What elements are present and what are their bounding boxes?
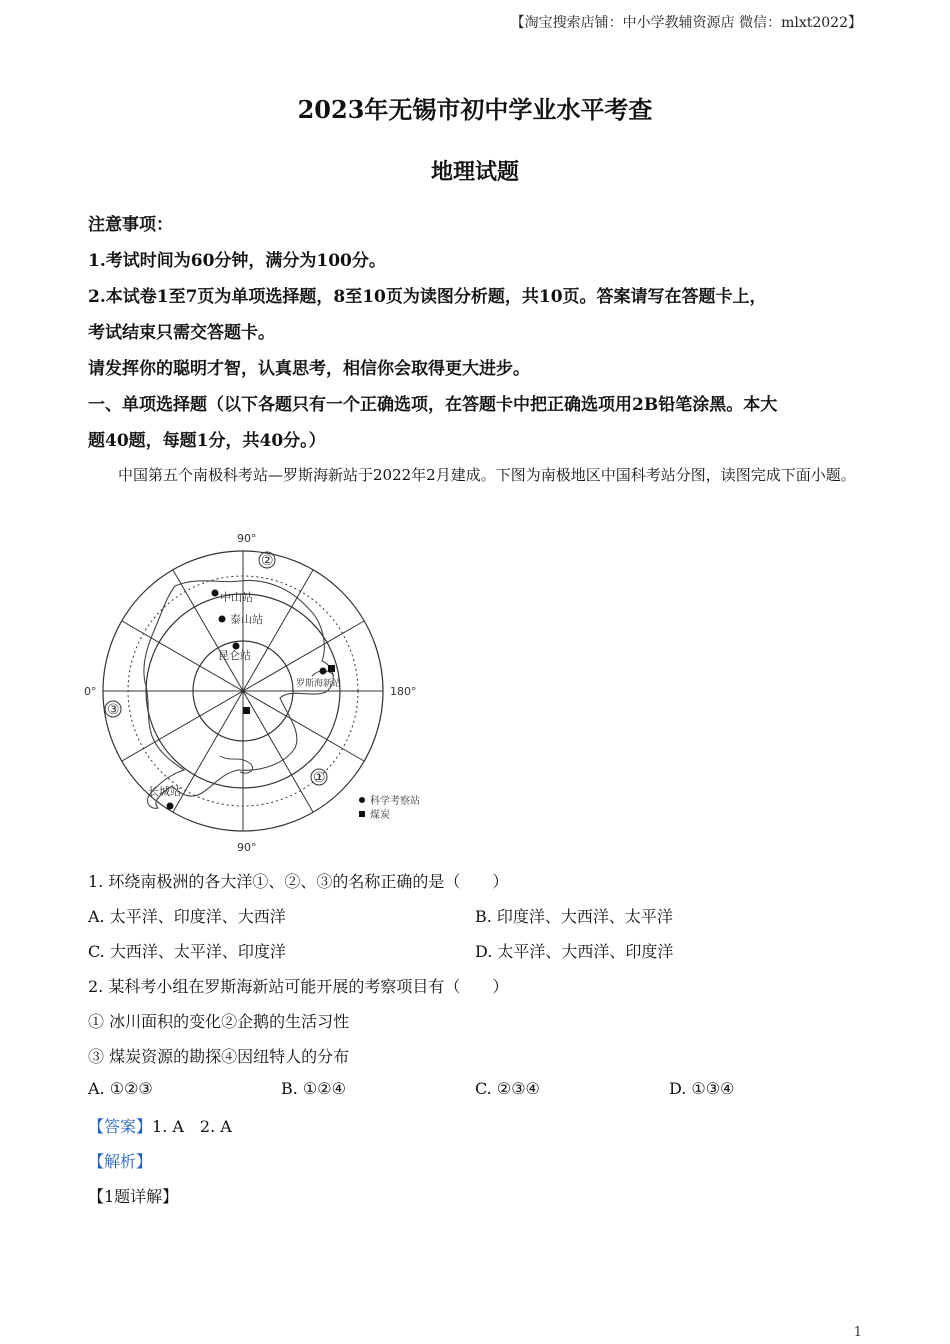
ocean-label-3: ③ <box>107 702 120 718</box>
answer-label: 【答案】 <box>88 1117 153 1136</box>
detail-heading: 【1题详解】 <box>88 1187 179 1206</box>
lon-label-left: 0° <box>84 685 97 698</box>
page-subtitle: 地理试题 <box>430 159 519 185</box>
question-2-option-b: B. ①②④ <box>281 1079 346 1098</box>
question-2-option-a: A. ①②③ <box>88 1079 153 1098</box>
question-2-option-d: D. ①③④ <box>669 1079 735 1098</box>
luosihai-station-marker <box>320 668 327 675</box>
question-1-option-d: D. 太平洋、大西洋、印度洋 <box>475 942 674 961</box>
question-1-option-b: B. 印度洋、大西洋、太平洋 <box>475 907 673 926</box>
changcheng-station-marker <box>167 803 174 810</box>
notice-item-1: 1.考试时间为60分钟，满分为100分。 <box>88 251 386 271</box>
question-intro: 中国第五个南极科考站—罗斯海新站于2022年2月建成。下图为南极地区中国科考站分图，读图完成下面小题。 <box>118 466 856 484</box>
page-number: 1 <box>853 1325 862 1340</box>
label-taishan: 泰山站 <box>230 613 263 626</box>
question-1-option-a: A. 太平洋、印度洋、大西洋 <box>88 907 286 926</box>
section-heading-line1: 一、单项选择题（以下各题只有一个正确选项，在答题卡中把正确选项用2B铅笔涂黑。本大 <box>88 395 778 415</box>
notice-encourage: 请发挥你的聪明才智，认真思考，相信你会取得更大进步。 <box>88 359 530 379</box>
page-title: 2023年无锡市初中学业水平考查 <box>297 95 653 124</box>
zhongshan-station-marker <box>212 590 219 597</box>
legend-coal-marker <box>359 811 365 817</box>
label-changcheng: 长城站 <box>148 785 181 798</box>
legend-coal-label: 煤炭 <box>370 810 390 821</box>
ocean-label-2: ② <box>261 553 274 569</box>
label-luosihai: 罗斯海新站 <box>296 679 342 689</box>
question-2-items-line1: ① 冰川面积的变化②企鹅的生活习性 <box>88 1012 350 1031</box>
notice-item-2b: 考试结束只需交答题卡。 <box>88 323 275 343</box>
lon-label-top: 90° <box>237 532 257 545</box>
question-2-items-line2: ③ 煤炭资源的勘探④因纽特人的分布 <box>88 1047 350 1066</box>
label-zhongshan: 中山站 <box>220 591 253 604</box>
lon-label-right: 180° <box>390 685 417 698</box>
label-kunlun: 昆仑站 <box>218 649 251 662</box>
question-1-option-c: C. 大西洋、太平洋、印度洋 <box>88 942 286 961</box>
antarctica-station-map <box>80 526 440 856</box>
coal-marker-central <box>243 707 250 714</box>
lon-label-bottom: 90° <box>237 841 257 854</box>
taishan-station-marker <box>219 616 226 623</box>
header-note: 【淘宝搜索店铺：中小学教辅资源店 微信：mlxt2022】 <box>510 15 862 31</box>
answer-line <box>88 1114 232 1137</box>
question-2-stem: 2. 某科考小组在罗斯海新站可能开展的考察项目有（ ） <box>88 977 509 996</box>
question-2-option-c: C. ②③④ <box>475 1079 540 1098</box>
analysis-label: 【解析】 <box>88 1152 153 1171</box>
section-heading-line2: 题40题，每题1分，共40分。） <box>88 431 326 451</box>
notice-item-2a: 2.本试卷1至7页为单项选择题，8至10页为读图分析题，共10页。答案请写在答题卡上， <box>88 287 767 307</box>
ocean-label-1: ① <box>313 770 326 786</box>
answer-text: 1. A 2. A <box>152 1117 232 1136</box>
notice-heading: 注意事项： <box>88 215 173 235</box>
legend-station-label: 科学考察站 <box>370 796 420 807</box>
coal-marker-east <box>328 665 335 672</box>
question-1-stem: 1. 环绕南极洲的各大洋①、②、③的名称正确的是（ ） <box>88 872 509 891</box>
legend-station-marker <box>359 797 365 803</box>
